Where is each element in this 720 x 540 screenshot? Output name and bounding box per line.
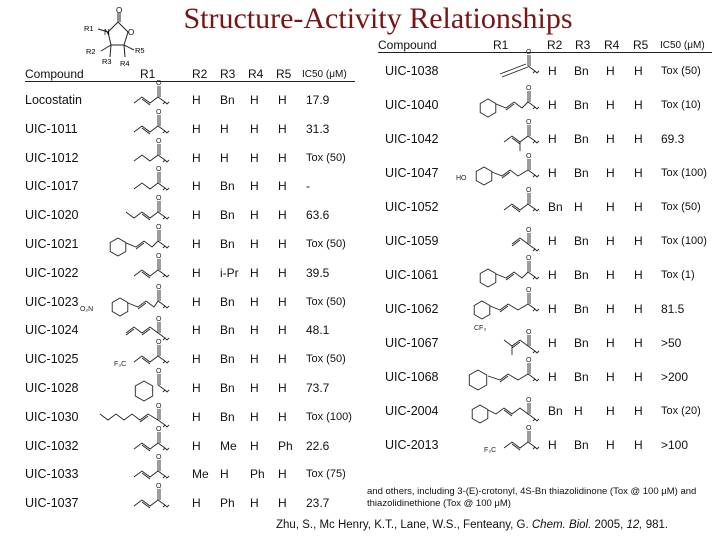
svg-text:O: O [156, 195, 162, 203]
ic50-value: Tox (20) [661, 405, 701, 417]
r5-value: H [634, 200, 643, 214]
svg-text:O: O [156, 316, 162, 324]
svg-text:O: O [526, 153, 532, 160]
r4-value: H [606, 438, 615, 452]
r5-value: H [278, 93, 287, 107]
compound-id: UIC-1067 [385, 336, 439, 350]
svg-text:O: O [526, 329, 532, 336]
r2-value: H [548, 336, 557, 350]
r5-value: H [634, 336, 643, 350]
r2-value: H [548, 166, 557, 180]
svg-text:O: O [526, 119, 532, 126]
compound-id: UIC-1068 [385, 370, 439, 384]
r5-value: H [634, 166, 643, 180]
ic50-value: Tox (50) [661, 65, 701, 77]
svg-text:O: O [526, 357, 532, 364]
svg-text:R2: R2 [86, 47, 96, 56]
r5-value: H [278, 409, 287, 424]
r3-value: Bn [220, 294, 235, 309]
table-row [0, 328, 720, 358]
ic50-value: 48.1 [306, 323, 330, 338]
table-row [0, 483, 360, 518]
r3-value: Bn [220, 352, 235, 367]
crotonyl-structure-icon [80, 482, 170, 522]
svg-text:O: O [156, 252, 162, 260]
header-r1: R1 [493, 38, 509, 52]
r4-value: H [250, 237, 259, 251]
compound-id: UIC-2013 [385, 438, 439, 452]
r5-value: H [278, 179, 287, 194]
r4-value: H [250, 409, 259, 424]
r3-value: Bn [574, 336, 589, 350]
ic50-value: Tox (1) [661, 269, 695, 281]
r3-value: Bn [220, 93, 235, 107]
ic50-value: >100 [661, 438, 689, 452]
table-row [0, 454, 360, 489]
compound-id: UIC-1037 [25, 496, 79, 511]
compound-id: UIC-1030 [25, 409, 79, 424]
compound-id: UIC-2004 [385, 404, 439, 418]
compound-id: UIC-1038 [385, 64, 439, 78]
footnote: and others, including 3-(E)-crotonyl, 4S-Bn thiazolidinone (Tox @ 100 μM) and thiazolidinethione (Tox @ 100 μM) [367, 486, 697, 509]
compound-id: UIC-1040 [385, 98, 439, 112]
r3-value: Bn [220, 237, 235, 251]
r3-value: Me [220, 438, 237, 453]
svg-text:O: O [526, 287, 532, 294]
header-r3: R3 [220, 67, 236, 81]
header-compound: Compound [378, 38, 437, 52]
svg-text:R1: R1 [84, 24, 94, 33]
r5-value: H [278, 352, 287, 367]
ic50-value: 22.6 [306, 438, 330, 453]
r4-value: H [606, 98, 615, 112]
right-header-rule [378, 52, 712, 53]
r3-value: Bn [220, 323, 235, 338]
ic50-value: 39.5 [306, 265, 330, 280]
r2-value: Bn [548, 404, 563, 418]
r5-value: H [278, 265, 287, 280]
r2-value: H [192, 294, 201, 309]
r4-value: Ph [250, 467, 265, 482]
ic50-value: Tox (100) [661, 235, 707, 247]
compound-id: UIC-1012 [25, 150, 79, 165]
r2-value: H [548, 302, 557, 316]
compound-id: UIC-1021 [25, 237, 79, 251]
svg-text:O: O [156, 483, 162, 491]
r4-value: H [606, 132, 615, 146]
r4-value: H [606, 200, 615, 214]
r5-value: H [278, 294, 287, 309]
r2-value: H [192, 352, 201, 367]
r4-value: H [606, 234, 615, 248]
r2-value: H [192, 93, 201, 107]
r3-value: Bn [220, 381, 235, 395]
svg-text:O: O [526, 255, 532, 262]
r2-value: H [192, 208, 201, 223]
svg-text:O: O [526, 187, 532, 194]
trifluorocrotonyl-structure-icon [450, 424, 540, 464]
table-row [0, 255, 720, 290]
ic50-value: >50 [661, 336, 682, 350]
r3-value: H [220, 121, 229, 136]
r3-value: H [574, 200, 583, 214]
header-r4: R4 [248, 67, 264, 81]
r3-value: H [574, 404, 583, 418]
svg-text:O: O [526, 397, 532, 404]
r2-value: H [192, 438, 201, 453]
svg-text:O: O [156, 224, 162, 231]
r5-value: H [634, 438, 643, 452]
r5-value: H [278, 323, 287, 338]
r3-value: Bn [574, 370, 589, 384]
svg-text:O: O [526, 425, 532, 432]
r3-value: Bn [574, 166, 589, 180]
compound-id: UIC-1047 [385, 166, 439, 180]
r5-value: H [278, 496, 287, 511]
ic50-value: 81.5 [661, 302, 685, 316]
header-compound: Compound [25, 67, 84, 81]
svg-text:F₃C: F₃C [484, 447, 497, 454]
r4-value: H [250, 208, 259, 223]
svg-text:O: O [526, 49, 532, 56]
svg-text:R5: R5 [135, 46, 145, 55]
svg-text:HO: HO [456, 175, 467, 182]
r3-value: Bn [574, 98, 589, 112]
r3-value: H [220, 467, 229, 482]
table-row [0, 425, 720, 460]
compound-id: Locostatin [25, 93, 82, 107]
r2-value: H [548, 132, 557, 146]
r2-value: H [548, 370, 557, 384]
header-ic50: IC50 (μM) [660, 40, 705, 51]
r4-value: H [606, 370, 615, 384]
r4-value: H [606, 302, 615, 316]
r3-value: Bn [574, 268, 589, 282]
table-row [0, 396, 720, 426]
compound-id: UIC-1020 [25, 208, 79, 223]
ic50-value: Tox (10) [661, 99, 701, 111]
r2-value: H [192, 150, 201, 165]
table-row [0, 119, 720, 154]
compound-id: UIC-1022 [25, 265, 79, 280]
r2-value: H [192, 265, 201, 280]
r3-value: Bn [574, 438, 589, 452]
compound-id: UIC-1062 [385, 302, 439, 316]
ic50-value: Tox (100) [306, 410, 352, 423]
r2-value: H [192, 323, 201, 338]
r5-value: H [278, 208, 287, 223]
ic50-value: Tox (50) [661, 201, 701, 213]
svg-text:O: O [156, 339, 162, 347]
r2-value: Me [192, 467, 209, 482]
ic50-value: 69.3 [661, 132, 685, 146]
r4-value: H [606, 166, 615, 180]
citation: Zhu, S., Mc Henry, K.T., Lane, W.S., Fenteany, G. Chem. Biol. 2005, 12, 981. [276, 519, 669, 531]
svg-text:N: N [104, 28, 110, 37]
compound-id: UIC-1028 [25, 381, 79, 395]
r3-value: Ph [220, 496, 235, 511]
r3-value: Bn [574, 64, 589, 78]
r4-value: H [250, 496, 259, 511]
r2-value: H [548, 234, 557, 248]
svg-text:O: O [156, 454, 162, 462]
r2-value: H [548, 64, 557, 78]
svg-text:R4: R4 [120, 59, 130, 68]
r4-value: H [250, 323, 259, 338]
r2-value: H [192, 496, 201, 511]
r5-value: H [634, 302, 643, 316]
r4-value: H [606, 268, 615, 282]
right-table-header [0, 38, 720, 52]
ic50-value: 73.7 [306, 381, 330, 395]
svg-text:O: O [156, 166, 162, 174]
svg-text:F₃C: F₃C [114, 361, 127, 369]
ic50-value: Tox (50) [306, 151, 346, 164]
ic50-value: Tox (50) [306, 238, 346, 250]
r3-value: Bn [220, 409, 235, 424]
r5-value: H [278, 121, 287, 136]
ic50-value: Tox (100) [661, 167, 707, 179]
r5-value: H [634, 234, 643, 248]
header-r1: R1 [140, 67, 156, 81]
r3-value: Bn [574, 234, 589, 248]
r5-value: H [634, 370, 643, 384]
r5-value: H [634, 404, 643, 418]
svg-text:R3: R3 [102, 57, 112, 66]
r2-value: H [192, 237, 201, 251]
svg-text:O: O [116, 6, 123, 15]
r4-value: H [250, 179, 259, 194]
r5-value: H [278, 467, 287, 482]
r2-value: H [192, 121, 201, 136]
compound-id: UIC-1061 [385, 268, 439, 282]
r3-value: i-Pr [220, 265, 239, 280]
r2-value: H [548, 438, 557, 452]
r5-value: H [634, 268, 643, 282]
svg-text:O: O [128, 28, 135, 37]
ic50-value: 31.3 [306, 121, 330, 136]
r3-value: Bn [220, 208, 235, 223]
r4-value: H [250, 438, 259, 453]
compound-id: UIC-1017 [25, 179, 79, 194]
r4-value: H [250, 121, 259, 136]
r2-value: Bn [548, 200, 563, 214]
header-r5: R5 [633, 38, 649, 52]
r2-value: H [548, 98, 557, 112]
ic50-value: 23.7 [306, 496, 330, 511]
r5-value: H [634, 64, 643, 78]
r2-value: H [192, 409, 201, 424]
svg-text:O: O [156, 80, 162, 87]
svg-text:CF₃: CF₃ [474, 325, 487, 332]
compound-id: UIC-1052 [385, 200, 439, 214]
r2-value: H [548, 268, 557, 282]
ic50-value: - [306, 179, 310, 194]
svg-text:O: O [156, 402, 162, 410]
r5-value: H [278, 381, 287, 395]
table-row [0, 226, 720, 256]
slide-title: Structure-Activity Relationships [183, 2, 573, 35]
svg-text:O: O [156, 283, 162, 291]
r5-value: H [634, 132, 643, 146]
r5-value: H [278, 150, 287, 165]
header-r3: R3 [575, 38, 591, 52]
svg-text:O: O [526, 227, 532, 234]
header-ic50: IC50 (μM) [302, 69, 347, 80]
compound-id: UIC-1042 [385, 132, 439, 146]
r4-value: H [250, 294, 259, 309]
svg-text:O: O [156, 137, 162, 145]
compound-id: UIC-1059 [385, 234, 439, 248]
table-row [0, 85, 720, 120]
svg-text:O₂N: O₂N [80, 305, 94, 313]
r4-value: H [250, 150, 259, 165]
compound-id: UIC-1024 [25, 323, 79, 338]
r5-value: Ph [278, 438, 293, 453]
r4-value: H [606, 336, 615, 350]
r5-value: H [634, 98, 643, 112]
r5-value: H [278, 237, 287, 251]
r4-value: H [250, 381, 259, 395]
r3-value: H [220, 150, 229, 165]
r4-value: H [250, 265, 259, 280]
svg-text:O: O [156, 108, 162, 116]
compound-id: UIC-1023 [25, 294, 79, 309]
r4-value: H [606, 64, 615, 78]
svg-text:O: O [156, 425, 162, 433]
header-r5: R5 [276, 67, 292, 81]
ic50-value: Tox (50) [306, 353, 346, 366]
compound-id: UIC-1025 [25, 352, 79, 367]
ic50-value: >200 [661, 370, 689, 384]
r2-value: H [192, 381, 201, 395]
svg-text:O: O [526, 85, 532, 92]
r3-value: Bn [574, 302, 589, 316]
r2-value: H [192, 179, 201, 194]
r4-value: H [250, 93, 259, 107]
header-r2: R2 [192, 67, 208, 81]
header-r4: R4 [604, 38, 620, 52]
compound-id: UIC-1032 [25, 438, 79, 453]
r3-value: Bn [574, 132, 589, 146]
r4-value: H [606, 404, 615, 418]
ic50-value: Tox (50) [306, 295, 346, 308]
r3-value: Bn [220, 179, 235, 194]
svg-text:O: O [156, 368, 162, 375]
ic50-value: Tox (75) [306, 468, 346, 481]
compound-id: UIC-1011 [25, 121, 78, 136]
header-r2: R2 [547, 38, 563, 52]
r4-value: H [250, 352, 259, 367]
ic50-value: 63.6 [306, 208, 330, 223]
table-row [0, 187, 720, 222]
compound-id: UIC-1033 [25, 467, 79, 482]
ic50-value: 17.9 [306, 93, 330, 107]
